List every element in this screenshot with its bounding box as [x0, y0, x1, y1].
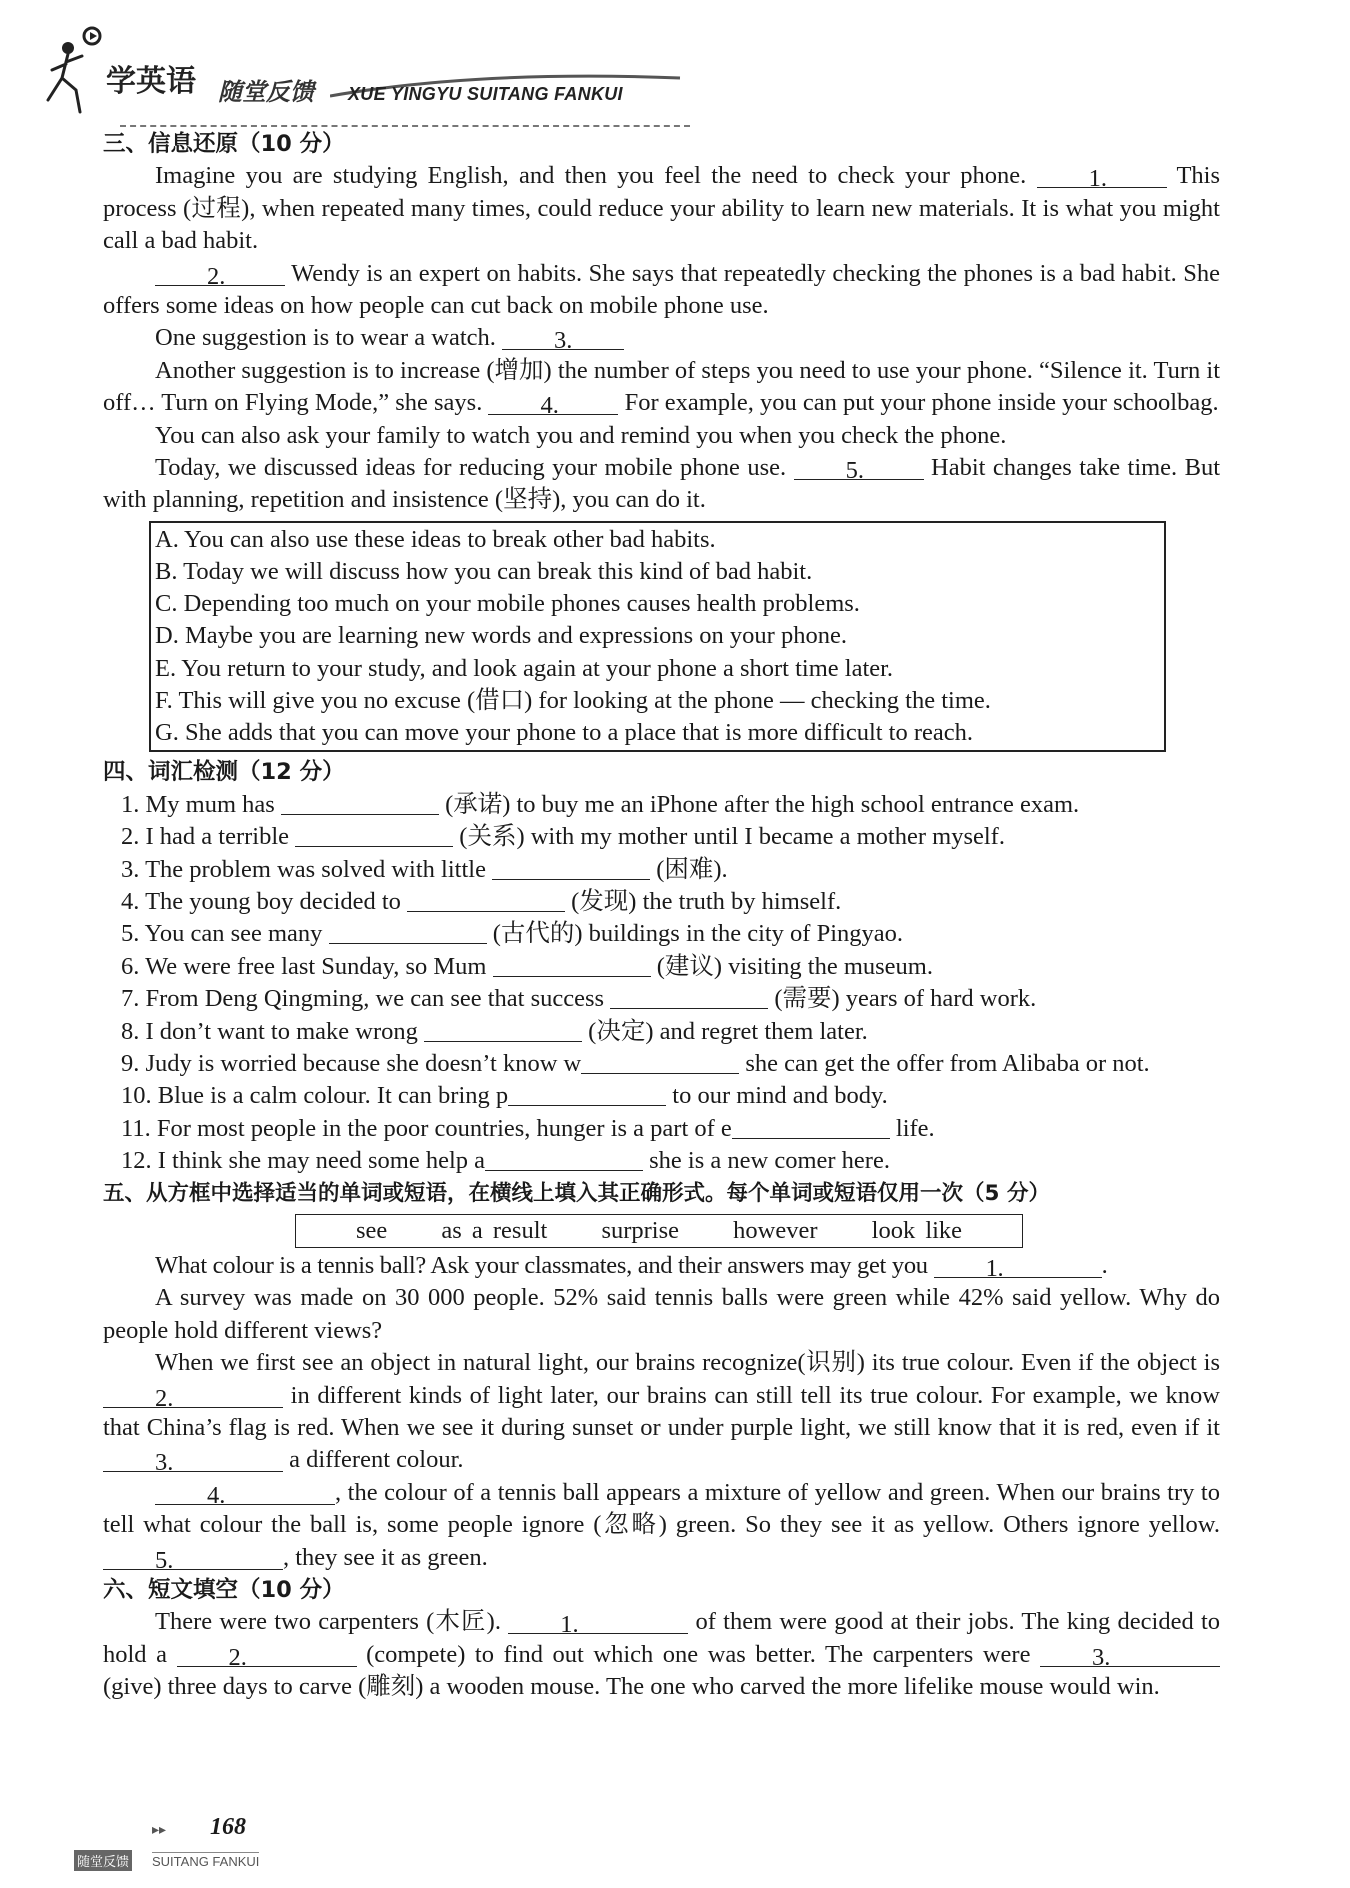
section-5-heading: 五、从方框中选择适当的单词或短语，在横线上填入其正确形式。每个单词或短语仅用一次（5 分）	[103, 1180, 1050, 1206]
answer-blank-3[interactable]	[502, 325, 624, 355]
text: a different colour.	[289, 1446, 464, 1474]
item-number: 5.	[121, 920, 140, 948]
item-text: (发现) the truth by himself.	[571, 887, 842, 915]
header-pinyin: XUE YINGYU SUITANG FANKUI	[348, 84, 623, 104]
vocab-item	[103, 886, 1220, 918]
section-3-heading: 三、信息还原（10 分）	[103, 131, 345, 157]
item-text: she can get the offer from Alibaba or not.	[745, 1049, 1150, 1077]
section-3-para-5: You can also ask your family to watch you and remind you when you check the phone.	[155, 421, 1007, 449]
vocab-item	[103, 821, 1220, 853]
option-e[interactable]: E. You return to your study, and look again at your phone a short time later.	[155, 654, 894, 682]
answer-blank-5[interactable]	[794, 455, 924, 485]
answer-blank-1[interactable]	[1037, 163, 1167, 193]
answer-blank-1[interactable]	[934, 1253, 1102, 1282]
text: One suggestion is to wear a watch.	[155, 324, 496, 352]
item-number: 9.	[121, 1049, 140, 1077]
vocab-item	[103, 1145, 1220, 1177]
text: , the colour of a tennis ball appears a mixture of yellow and green. When our brains try to tell what colour the ball is, some people ignore (忽略) green. So they see it as yellow. Others ignore yellow.	[103, 1478, 1220, 1539]
section-5-para-1: What colour is a tennis ball? Ask your classmates, and their answers may get you 1. .	[155, 1251, 1108, 1282]
option-f[interactable]: F. This will give you no excuse (借口) for looking at the phone — checking the time.	[155, 686, 991, 714]
text: There were two carpenters (木匠).	[155, 1608, 501, 1636]
text: (compete) to find out which one was better. The carpenters were	[366, 1640, 1031, 1668]
answer-blank-3[interactable]	[103, 1447, 283, 1477]
item-text: (需要) years of hard work.	[774, 985, 1037, 1013]
vocab-list	[103, 789, 1220, 1178]
vocab-item	[103, 854, 1220, 886]
blank-number: 2.	[155, 1384, 174, 1412]
option-a[interactable]: A. You can also use these ideas to break other bad habits.	[155, 525, 716, 553]
item-number: 1.	[121, 790, 140, 818]
text: Habit changes take time. But with planning, repetition and insistence (坚持), you can do it.	[103, 454, 1221, 514]
vocab-blank[interactable]	[407, 887, 565, 912]
options-box	[149, 521, 1166, 752]
vocab-blank[interactable]	[732, 1114, 890, 1139]
blank-number: 2.	[228, 1643, 247, 1671]
answer-blank-2[interactable]	[155, 261, 285, 290]
item-number: 8.	[121, 1017, 140, 1045]
text: What colour is a tennis ball? Ask your classmates, and their answers may get you	[155, 1251, 928, 1279]
option-b[interactable]: B. Today we will discuss how you can break this kind of bad habit.	[155, 558, 813, 586]
vocab-blank[interactable]	[508, 1081, 666, 1106]
item-number: 4.	[121, 887, 140, 915]
word-bank-box	[295, 1214, 1023, 1248]
answer-blank-2[interactable]	[103, 1383, 283, 1412]
section-3-para-3	[103, 322, 1220, 354]
text: For example, you can put your phone inside your schoolbag.	[624, 389, 1219, 417]
text: , they see it as green.	[283, 1543, 488, 1571]
vocab-blank[interactable]	[281, 790, 439, 815]
text: Imagine you are studying English, and then you feel the need to check your phone.	[155, 162, 1027, 190]
option-d[interactable]: D. Maybe you are learning new words and expressions on your phone.	[155, 622, 847, 650]
vocab-blank[interactable]	[492, 855, 650, 880]
text: Another suggestion is to increase (增加) the number of steps you need to use your phone. “Silence it. Turn it off… Turn on Flying Mode,” she says.	[103, 356, 1220, 417]
item-number: 3.	[121, 855, 140, 883]
vocab-item	[103, 983, 1220, 1015]
item-number: 2.	[121, 823, 140, 851]
item-text: We were free last Sunday, so Mum	[145, 952, 487, 980]
word-bank-item[interactable]: however	[733, 1216, 818, 1244]
text: of them were good at their jobs. The king decided to hold a	[103, 1608, 1221, 1668]
item-text: she is a new comer here.	[649, 1147, 890, 1175]
item-number: 7.	[121, 985, 140, 1013]
item-number: 12.	[121, 1147, 152, 1175]
section-3-para-1	[103, 160, 1220, 257]
vocab-item	[103, 918, 1220, 950]
vocab-blank[interactable]	[581, 1049, 739, 1074]
text: This process (过程), when repeated many times, could reduce your ability to learn new materials. It is what you might call a bad habit.	[103, 162, 1221, 255]
runner-logo-icon	[40, 20, 110, 120]
item-text: Judy is worried because she doesn’t know w	[145, 1049, 582, 1077]
vocab-blank[interactable]	[424, 1017, 582, 1042]
section-5-para-2: A survey was made on 30 000 people. 52% said tennis balls were green while 42% said yellow. Why do people hold different views?	[103, 1284, 1220, 1344]
item-text: to our mind and body.	[672, 1082, 888, 1110]
text: (give) three days to carve (雕刻) a wooden mouse. The one who carved the more lifelike mouse would win.	[103, 1673, 1160, 1701]
answer-blank-3[interactable]	[1040, 1642, 1220, 1671]
header-divider	[120, 125, 690, 127]
blank-number: 3.	[554, 327, 573, 355]
item-text: The young boy decided to	[145, 887, 401, 915]
blank-number: 1.	[985, 1254, 1004, 1282]
vocab-blank[interactable]	[485, 1146, 643, 1171]
footer-pinyin: SUITANG FANKUI	[152, 1854, 260, 1869]
vocab-item	[103, 1080, 1220, 1112]
item-text: (决定) and regret them later.	[588, 1017, 868, 1045]
word-bank-item[interactable]: look like	[871, 1216, 963, 1244]
page-footer	[60, 1810, 480, 1880]
section-3-para-4	[103, 355, 1220, 420]
blank-number: 1.	[560, 1611, 579, 1639]
item-number: 10.	[121, 1082, 152, 1110]
item-text: I think she may need some help a	[157, 1147, 486, 1175]
section-6-para-1	[103, 1606, 1220, 1703]
vocab-item	[103, 1048, 1220, 1080]
vocab-item	[103, 789, 1220, 821]
text: Wendy is an expert on habits. She says that repeatedly checking the phones is a bad habit. She offers some ideas on how people can cut back on mobile phone use.	[103, 259, 1220, 320]
blank-number: 3.	[155, 1449, 174, 1477]
word-bank-item[interactable]: as a result	[441, 1216, 548, 1244]
word-bank-item[interactable]: surprise	[601, 1216, 680, 1244]
vocab-item	[103, 1113, 1220, 1145]
answer-blank-5[interactable]	[103, 1545, 283, 1574]
vocab-blank[interactable]	[295, 822, 453, 847]
blank-number: 5.	[845, 457, 864, 485]
footer-tag: 随堂反馈	[74, 1850, 132, 1871]
item-number: 6.	[121, 952, 140, 980]
worksheet-content	[103, 128, 1220, 1704]
vocab-blank[interactable]	[610, 984, 768, 1009]
item-text: The problem was solved with little	[145, 855, 486, 883]
item-text: My mum has	[145, 790, 275, 818]
word-bank-item[interactable]: see	[355, 1216, 388, 1244]
section-6-heading: 六、短文填空（10 分）	[103, 1577, 345, 1604]
vocab-blank[interactable]	[329, 919, 487, 944]
item-text: life.	[895, 1114, 935, 1142]
item-number: 11.	[121, 1114, 151, 1142]
item-text: (困难).	[656, 855, 728, 883]
page-number: 168	[210, 1814, 246, 1840]
answer-blank-4[interactable]	[488, 390, 618, 420]
section-3-para-2	[103, 258, 1220, 323]
blank-number: 2.	[207, 262, 226, 290]
blank-number: 5.	[155, 1546, 174, 1574]
section-4-heading: 四、词汇检测（12 分）	[103, 759, 345, 786]
option-g[interactable]: G. She adds that you can move your phone to a place that is more difficult to reach.	[155, 719, 974, 747]
header-subtitle: 随堂反馈	[218, 78, 314, 106]
option-c[interactable]: C. Depending too much on your mobile phones causes health problems.	[155, 590, 860, 618]
item-text: You can see many	[144, 920, 323, 948]
double-arrow-icon: ▸▸	[152, 1823, 167, 1838]
answer-blank-1[interactable]	[508, 1609, 688, 1639]
vocab-item	[103, 951, 1220, 983]
section-5-para-4	[103, 1477, 1220, 1574]
text: When we first see an object in natural light, our brains recognize(识别) its true colour. Even if the object is	[155, 1349, 1220, 1377]
blank-number: 1.	[1088, 165, 1107, 193]
header-title: 学英语	[106, 64, 196, 99]
item-text: I don’t want to make wrong	[145, 1017, 418, 1045]
blank-number: 4.	[207, 1481, 226, 1509]
answer-blank-4[interactable]	[155, 1480, 335, 1509]
answer-blank-2[interactable]	[177, 1642, 357, 1671]
item-text: (关系) with my mother until I became a mother myself.	[459, 823, 1005, 851]
item-text: (承诺) to buy me an iPhone after the high school entrance exam.	[445, 790, 1080, 818]
blank-number: 3.	[1092, 1643, 1111, 1671]
page-header	[40, 20, 690, 128]
text: Today, we discussed ideas for reducing your mobile phone use.	[155, 454, 787, 482]
item-text: Blue is a calm colour. It can bring p	[157, 1082, 509, 1110]
vocab-item	[103, 1016, 1220, 1048]
vocab-blank[interactable]	[493, 952, 651, 977]
item-text: (建议) visiting the museum.	[656, 952, 933, 980]
text: in different kinds of light later, our brains can still tell its true colour. For example, we know that China’s flag is red. When we see it during sunset or under purple light, we still know that it is red, even if it	[103, 1381, 1221, 1442]
section-5-para-3	[103, 1347, 1220, 1477]
item-text: From Deng Qingming, we can see that success	[145, 985, 605, 1013]
item-text: (古代的) buildings in the city of Pingyao.	[492, 920, 904, 948]
item-text: I had a terrible	[145, 823, 290, 851]
blank-number: 4.	[540, 392, 559, 420]
section-3-para-6	[103, 452, 1220, 517]
item-text: For most people in the poor countries, hunger is a part of e	[156, 1114, 732, 1142]
